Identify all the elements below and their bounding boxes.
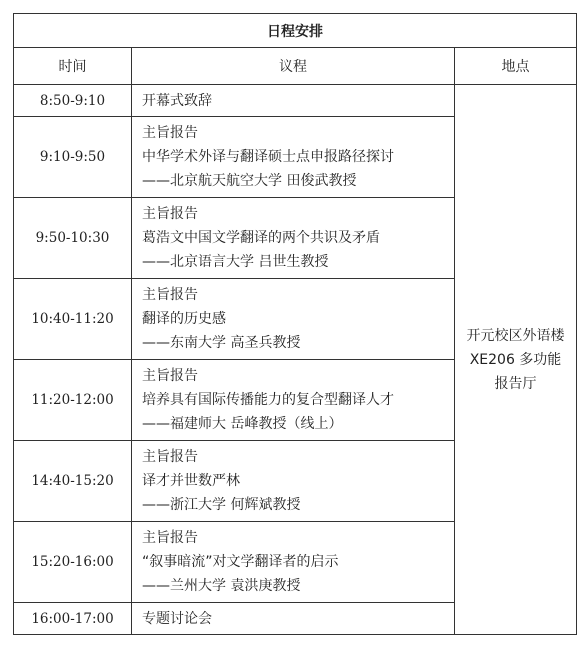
agenda-line: 主旨报告 (142, 125, 198, 141)
time-cell: 14:40-15:20 (14, 441, 132, 522)
agenda-line: 培养具有国际传播能力的复合型翻译人才 (142, 392, 394, 408)
agenda-cell (132, 360, 455, 441)
agenda-cell (132, 522, 455, 603)
agenda-line: 译才并世数严林 (142, 473, 240, 489)
header-place: 地点 (455, 48, 577, 85)
schedule-table (13, 13, 577, 635)
agenda-line: 中华学术外译与翻译硕士点申报路径探讨 (142, 149, 394, 165)
place-cell: 开元校区外语楼 XE206 多功能报告厅 (455, 85, 577, 635)
agenda-line: ——兰州大学 袁洪庚教授 (142, 578, 301, 594)
time-cell: 11:20-12:00 (14, 360, 132, 441)
table-title: 日程安排 (14, 14, 577, 48)
agenda-line: 主旨报告 (142, 287, 198, 303)
agenda-line: 翻译的历史感 (142, 311, 226, 327)
time-cell: 9:10-9:50 (14, 117, 132, 198)
agenda-line: 葛浩文中国文学翻译的两个共识及矛盾 (142, 230, 380, 246)
time-cell: 16:00-17:00 (14, 603, 132, 635)
agenda-line: ——福建师大 岳峰教授（线上） (142, 416, 343, 432)
agenda-cell (132, 441, 455, 522)
title-row (14, 14, 577, 48)
agenda-line: 主旨报告 (142, 530, 198, 546)
agenda-cell (132, 279, 455, 360)
agenda-cell (132, 198, 455, 279)
agenda-cell (132, 603, 455, 635)
agenda-line: 主旨报告 (142, 449, 198, 465)
agenda-line: 主旨报告 (142, 206, 198, 222)
time-cell: 9:50-10:30 (14, 198, 132, 279)
agenda-line: ——北京航天航空大学 田俊武教授 (142, 173, 357, 189)
header-agenda: 议程 (132, 48, 455, 85)
agenda-line: ——北京语言大学 吕世生教授 (142, 254, 329, 270)
header-time: 时间 (14, 48, 132, 85)
header-row (14, 48, 577, 85)
agenda-line: 专题讨论会 (142, 610, 212, 627)
agenda-line: “叙事暗流”对文学翻译者的启示 (142, 554, 339, 570)
agenda-line: ——浙江大学 何辉斌教授 (142, 497, 301, 513)
agenda-cell (132, 85, 455, 117)
time-cell: 10:40-11:20 (14, 279, 132, 360)
time-cell: 8:50-9:10 (14, 85, 132, 117)
agenda-line: ——东南大学 高圣兵教授 (142, 335, 301, 351)
agenda-line: 主旨报告 (142, 368, 198, 384)
table-row (14, 85, 577, 117)
agenda-cell (132, 117, 455, 198)
agenda-line: 开幕式致辞 (142, 92, 212, 109)
time-cell: 15:20-16:00 (14, 522, 132, 603)
